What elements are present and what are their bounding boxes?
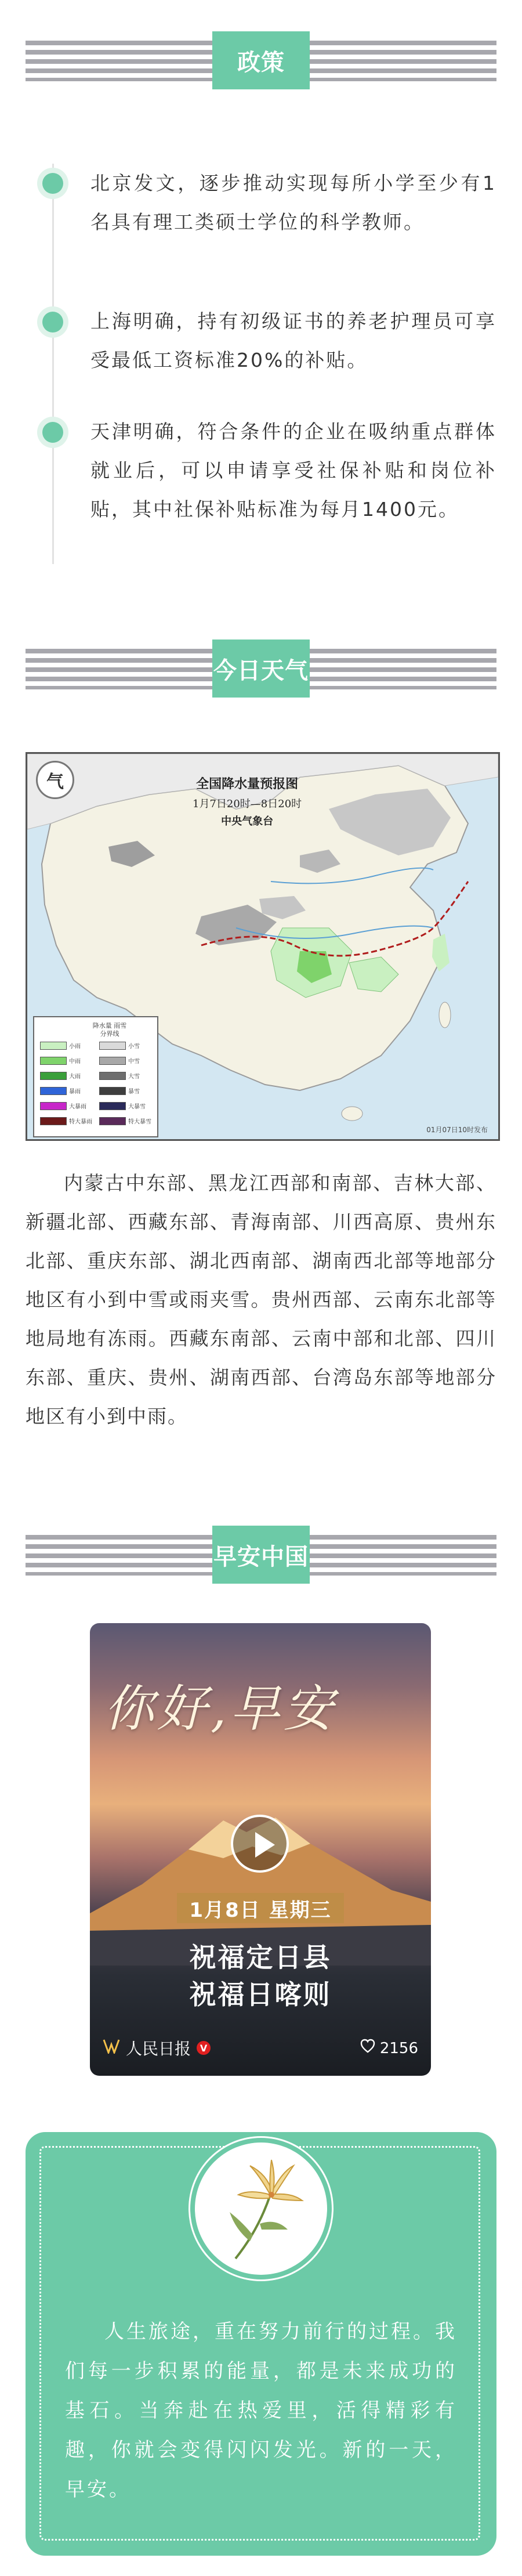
section-header-morning [0,1512,522,1599]
map-title-block [193,774,302,828]
map-legend [33,1016,158,1137]
legend-label: 大雨 [69,1074,81,1080]
cma-logo: 气 [36,761,74,799]
likes-count: 2156 [379,2039,418,2057]
brand-logo-icon [103,2039,120,2058]
legend-swatch [99,1042,126,1050]
bullet-dot [42,173,63,194]
legend-label: 特大暴雨 [69,1119,92,1125]
legend-swatch [40,1057,67,1065]
legend-label: 大暴雪 [128,1104,146,1110]
map-issue-time: 01月07日10时发布 [426,1126,488,1134]
blessing-line-1: 祝福定日县 [189,1942,332,1973]
play-button[interactable] [231,1815,289,1873]
legend-label: 小雨 [69,1043,81,1050]
section-header-policy [0,17,522,104]
policy-item-2: 上海明确，持有初级证书的养老护理员可享受最低工资标准20%的补贴。 [90,310,496,371]
legend-title: 降水量 雨雪分界线 [92,1022,127,1038]
section-header-weather [0,626,522,713]
legend-label: 大雪 [128,1074,140,1080]
weather-forecast-text: 内蒙古中东部、黑龙江西部和南部、吉林大部、新疆北部、西藏东部、青海南部、川西高原、贵州东北部、重庆东部、湖北西南部、湖南西北部等地部分地区有小到中雪或雨夹雪。贵州西部、云南东北部等地局地有冻雨。西藏东南部、云南中部和北部、四川东部、重庆、贵州、湖南西部、台湾岛东部等地部分地区有小到中雨。 [26,1172,496,1428]
quote-card [26,2132,496,2556]
like-icon [360,2039,375,2058]
legend-swatch [99,1087,126,1095]
map-period: 1月7日20时—8日20时 [193,798,302,810]
map-source: 中央气象台 [221,815,274,828]
legend-swatch [99,1117,126,1125]
policy-item-1: 北京发文，逐步推动实现每所小学至少有1名具有理工类硕士学位的科学教师。 [90,172,496,233]
verified-badge: V [197,2041,211,2055]
decorative-stripes-right [309,1535,496,1576]
quote-text: 人生旅途，重在努力前行的过程。我们每一步积累的能量，都是未来成功的基石。当奔赴在热爱里，活得精彩有趣，你就会变得闪闪发光。新的一天，早安。 [65,2320,457,2501]
date-banner: 1月8日 星期三 [177,1893,344,1923]
legend-swatch [40,1042,67,1050]
legend-swatch [40,1072,67,1080]
legend-swatch [40,1087,67,1095]
decorative-stripes-left [26,41,213,81]
legend-label: 中雪 [128,1058,140,1065]
blessing-line-2: 祝福日喀则 [189,1979,332,2010]
lily-flower-icon [195,2143,327,2275]
section-title-weather: 今日天气 [212,640,310,698]
legend-label: 暴雪 [128,1089,140,1095]
brand-label[interactable] [103,2036,211,2060]
legend-label: 特大暴雪 [128,1119,151,1125]
likes-counter[interactable] [360,2039,418,2058]
video-card[interactable] [90,1623,431,2076]
legend-swatch [99,1057,126,1065]
bullet-dot [42,312,63,333]
decorative-stripes-right [309,649,496,689]
legend-label: 暴雨 [69,1089,81,1095]
timeline-line [52,164,54,564]
map-title: 全国降水量预报图 [196,776,299,792]
calligraphy-greeting: 你好,早安 [104,1680,337,1738]
legend-label: 小雪 [128,1043,140,1050]
legend-swatch [40,1102,67,1110]
legend-swatch [99,1102,126,1110]
section-title-policy: 政策 [212,31,310,89]
policy-item-3: 天津明确，符合条件的企业在吸纳重点群体就业后，可以申请享受社保补贴和岗位补贴，其中社保补贴标准为每月1400元。 [90,420,496,521]
legend-label: 大暴雨 [69,1104,86,1110]
brand-name: 人民日报 [126,2039,191,2058]
section-title-morning: 早安中国 [212,1526,310,1584]
decorative-stripes-right [309,41,496,81]
decorative-stripes-left [26,649,213,689]
bullet-dot [42,422,63,443]
decorative-stripes-left [26,1535,213,1576]
legend-swatch [40,1117,67,1125]
legend-label: 中雨 [69,1058,81,1065]
legend-swatch [99,1072,126,1080]
precipitation-forecast-map[interactable] [26,752,500,1141]
